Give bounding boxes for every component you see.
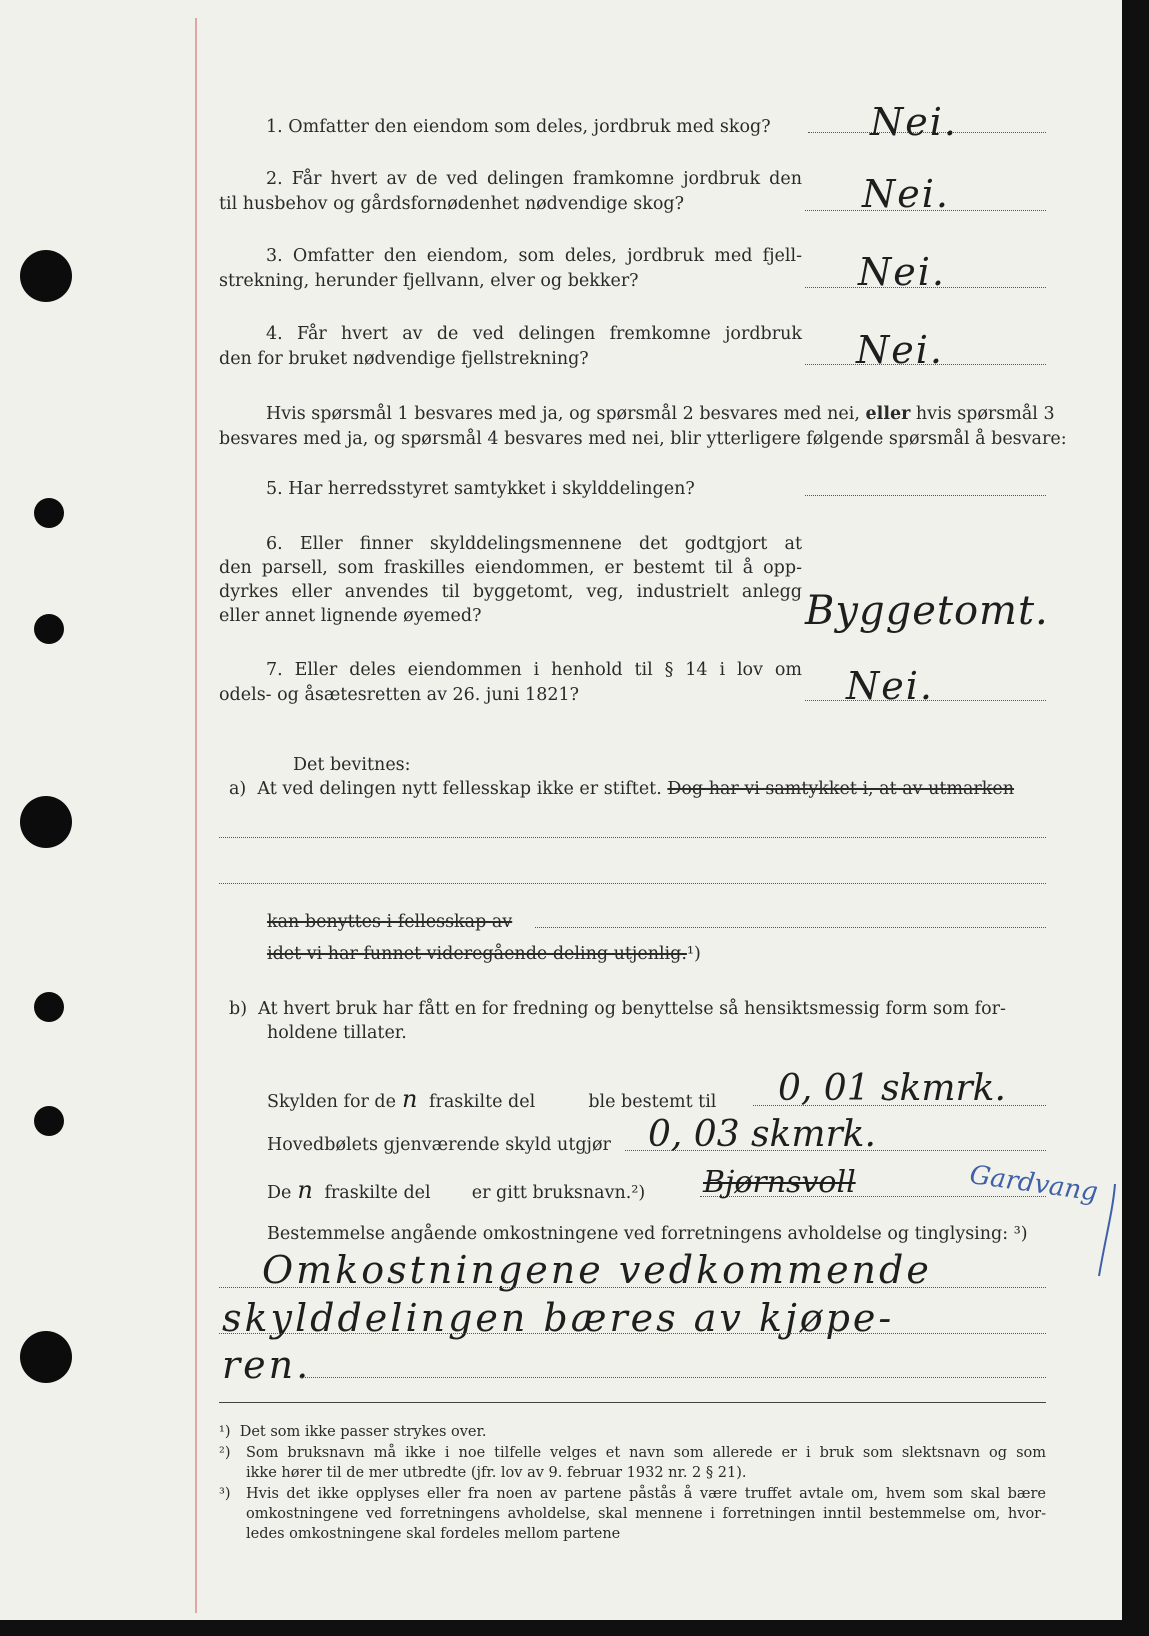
question-2-line2: til husbehov og gårdsfornødenhet nødvendige skog? <box>219 194 684 214</box>
skyld-line2: Hovedbølets gjenværende skyld utgjør <box>267 1135 611 1155</box>
blank-line <box>219 1287 1046 1288</box>
answer-handwritten: Nei. <box>862 172 950 216</box>
blank-line <box>219 883 1046 884</box>
condition-line1: Hvis spørsmål 1 besvares med ja, og spørsmål 2 besvares med nei, eller hvis spørsmål 3 <box>266 404 1055 424</box>
blue-correction-stroke <box>1095 1180 1125 1280</box>
question-5: 5. Har herredsstyret samtykket i skylddelingen? <box>266 479 695 499</box>
skyld-answer-1: 0, 01 skmrk. <box>778 1068 1006 1109</box>
question-3-line1: 3. Omfatter den eiendom, som deles, jordbruk med fjell- <box>266 246 802 266</box>
footnote-3-mark: ³) <box>219 1486 231 1502</box>
blank-line <box>300 1377 1046 1378</box>
footnote-2-mark: ²) <box>219 1445 231 1461</box>
handwritten-note-2: skylddelingen bæres av kjøpe- <box>222 1296 895 1340</box>
certification-a: a) At ved delingen nytt fellesskap ikke er stiftet. Dog har vi samtykket i, at av utmarken <box>229 779 1015 799</box>
struck-line-3: idet vi har funnet videregående deling utjenlig.¹) <box>267 944 701 964</box>
skyld-line3: De n fraskilte del er gitt bruksnavn.²) <box>267 1176 646 1204</box>
certification-intro: Det bevitnes: <box>293 755 411 775</box>
certification-b-line2: holdene tillater. <box>267 1023 407 1043</box>
question-1 <box>266 115 771 140</box>
skyld-line1: Skylden for de n fraskilte del ble bestemt til <box>267 1085 717 1113</box>
question-6-line3: dyrkes eller anvendes til byggetomt, veg, industrielt anlegg <box>219 582 802 602</box>
footnote-2-line1: Som bruksnavn må ikke i noe tilfelle velges et navn som allerede er i bruk som slektsnavn og som <box>246 1445 1046 1461</box>
question-2-line1: 2. Får hvert av de ved delingen framkomne jordbruk den <box>266 169 802 189</box>
bruksnavn-handwritten: Gardvang <box>967 1160 1100 1208</box>
blank-line <box>219 837 1046 838</box>
footnote-3-line1: Hvis det ikke opplyses eller fra noen av partene påstås å være truffet avtale om, hvem som skal bære <box>246 1486 1046 1502</box>
answer-handwritten: Nei. <box>870 100 958 144</box>
footnote-3-line3: ledes omkostningene skal fordeles mellom partene <box>246 1526 621 1542</box>
question-6-line4: eller annet lignende øyemed? <box>219 606 482 626</box>
blank-line <box>219 1333 1046 1334</box>
blank-line <box>535 927 1046 928</box>
punch-hole <box>34 614 64 644</box>
footnote-divider <box>219 1402 1046 1403</box>
struck-bruksnavn: Bjørnsvoll <box>703 1165 856 1200</box>
punch-hole <box>34 992 64 1022</box>
question-number: 1. <box>266 117 283 137</box>
footnote-3-line2: omkostningene ved forretningens avholdelse, skal mennene i forretningen inntil bestemmelse om, hvor- <box>246 1506 1046 1522</box>
answer-handwritten: Nei. <box>858 250 946 294</box>
handwritten-note-1: Omkostningene vedkommende <box>262 1248 932 1292</box>
question-7-line1: 7. Eller deles eiendommen i henhold til § 14 i lov om <box>266 660 802 680</box>
question-3-line2: strekning, herunder fjellvann, elver og bekker? <box>219 271 639 291</box>
question-4-line2: den for bruket nødvendige fjellstrekning? <box>219 349 589 369</box>
punch-hole <box>20 250 72 302</box>
punch-hole <box>20 1331 72 1383</box>
question-6-line2: den parsell, som fraskilles eiendommen, er bestemt til å opp- <box>219 558 802 578</box>
question-text: Omfatter den eiendom som deles, jordbruk med skog? <box>288 117 771 137</box>
skyld-answer-2: 0, 03 skmrk. <box>648 1114 876 1155</box>
handwritten-note-3: ren. <box>222 1343 312 1387</box>
answer-handwritten: Nei. <box>846 664 934 708</box>
condition-line2: besvares med ja, og spørsmål 4 besvares med nei, blir ytterligere følgende spørsmål å besvare: <box>219 429 1067 449</box>
punch-hole <box>34 1106 64 1136</box>
skyld-line4: Bestemmelse angående omkostningene ved forretningens avholdelse og tinglysing: ³) <box>267 1224 1028 1244</box>
answer-handwritten: Byggetomt. <box>805 588 1049 634</box>
footnote-2-line2: ikke hører til de mer utbredte (jfr. lov av 9. februar 1932 nr. 2 § 21). <box>246 1465 747 1481</box>
punch-hole <box>34 498 64 528</box>
margin-line <box>195 18 197 1613</box>
footnote-1: ¹) Det som ikke passer strykes over. <box>219 1424 487 1440</box>
answer-line <box>805 495 1046 496</box>
answer-handwritten: Nei. <box>856 328 944 372</box>
certification-b-line1: b) At hvert bruk har fått en for fredning og benyttelse så hensiktsmessig form som for- <box>229 999 1006 1019</box>
question-4-line1: 4. Får hvert av de ved delingen fremkomne jordbruk <box>266 324 802 344</box>
question-7-line2: odels- og åsætesretten av 26. juni 1821? <box>219 685 579 705</box>
struck-text: kan benyttes i fellesskap av <box>267 912 513 932</box>
struck-text: Dog har vi samtykket i, at av utmarken <box>667 779 1015 799</box>
punch-hole <box>20 796 72 848</box>
question-6-line1: 6. Eller finner skylddelingsmennene det godtgjort at <box>266 534 802 554</box>
